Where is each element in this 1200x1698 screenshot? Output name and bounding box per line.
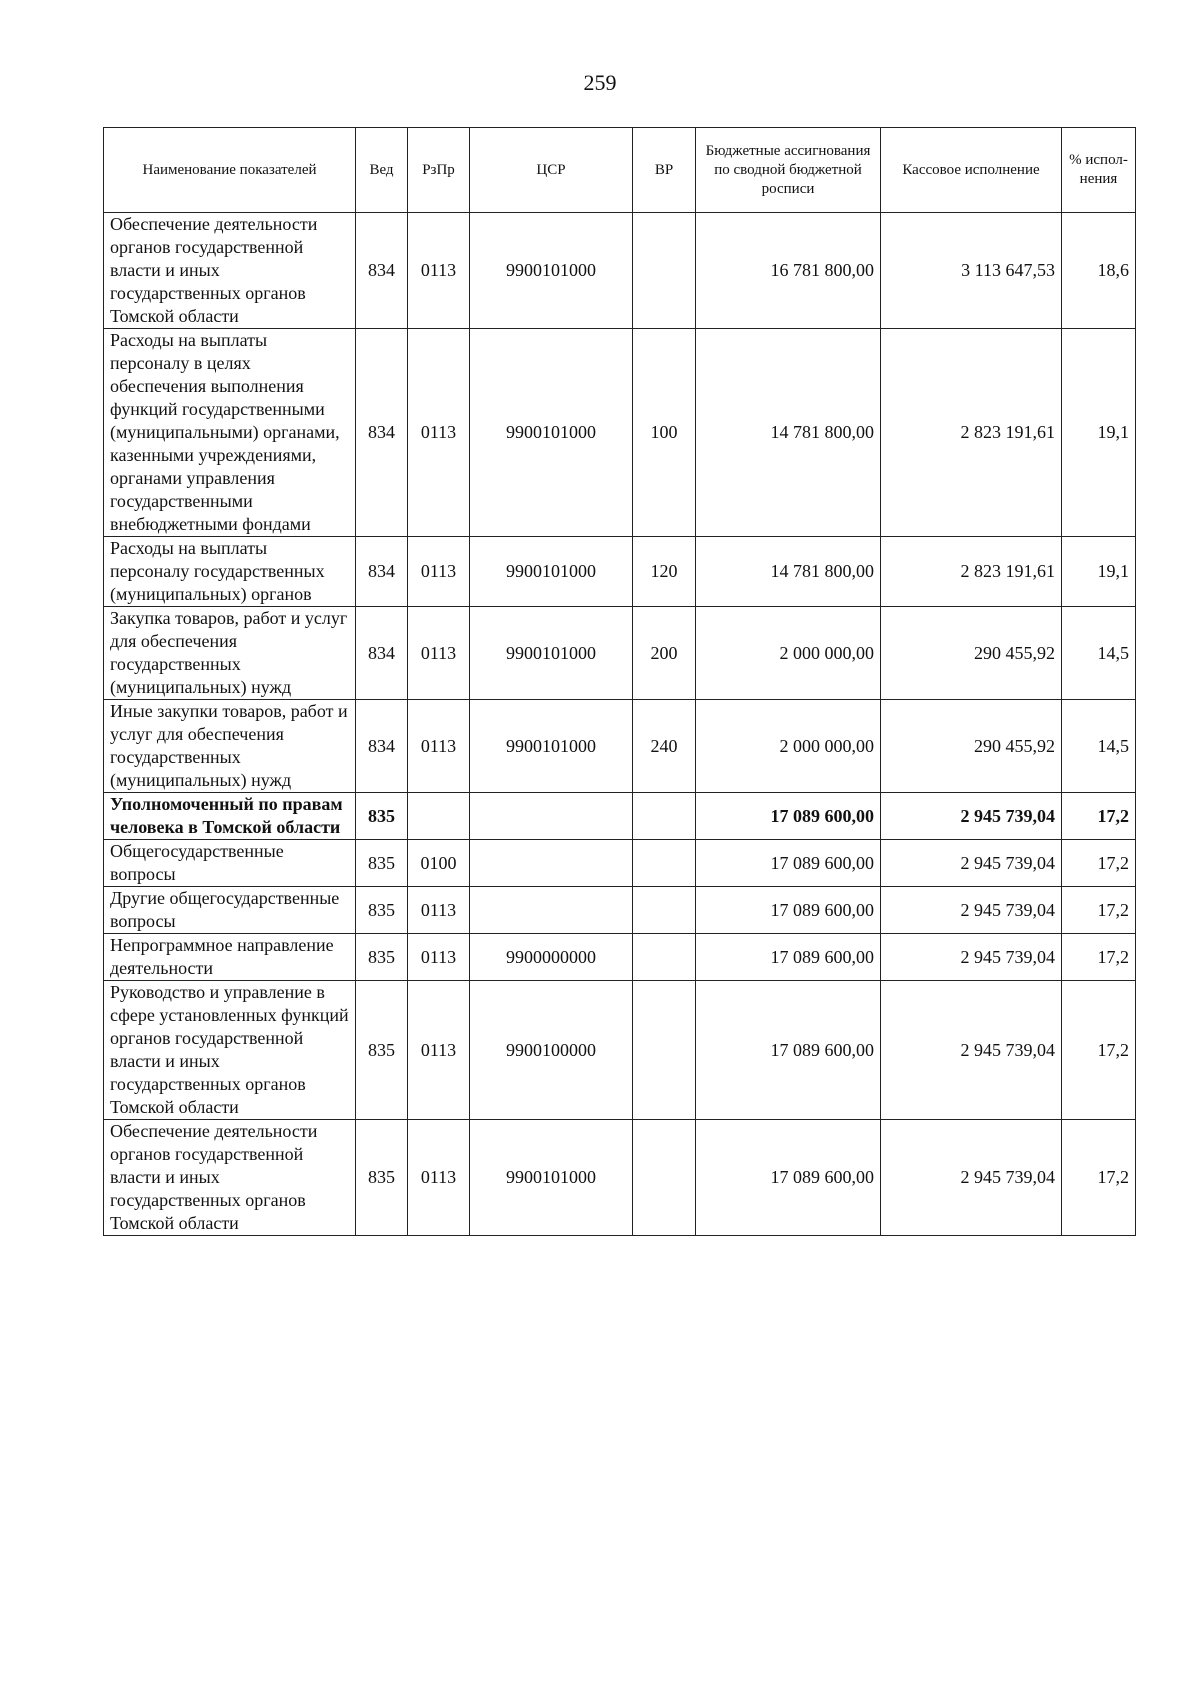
cell-csr: 9900000000	[470, 934, 633, 981]
cell-ved: 834	[356, 329, 408, 537]
cell-vr	[633, 1120, 696, 1236]
cell-vr: 200	[633, 607, 696, 700]
cell-name: Обеспечение деятельности органов государственной власти и иных государственных органов Томской области	[104, 1120, 356, 1236]
table-row	[104, 1120, 1136, 1236]
cell-percent: 18,6	[1062, 213, 1136, 329]
cell-cash: 2 945 739,04	[881, 887, 1062, 934]
cell-rzpr: 0113	[408, 1120, 470, 1236]
header-cash: Кассовое исполнение	[881, 128, 1062, 213]
table-header-row	[104, 128, 1136, 213]
cell-name: Непрограммное направление деятельности	[104, 934, 356, 981]
cell-budget: 14 781 800,00	[696, 537, 881, 607]
cell-cash: 2 945 739,04	[881, 840, 1062, 887]
table-row	[104, 537, 1136, 607]
cell-ved: 834	[356, 700, 408, 793]
cell-budget: 16 781 800,00	[696, 213, 881, 329]
cell-vr	[633, 887, 696, 934]
cell-rzpr: 0113	[408, 981, 470, 1120]
cell-rzpr: 0113	[408, 213, 470, 329]
cell-budget: 17 089 600,00	[696, 887, 881, 934]
cell-cash: 2 945 739,04	[881, 981, 1062, 1120]
table-row	[104, 934, 1136, 981]
table-body	[104, 213, 1136, 1236]
cell-ved: 834	[356, 213, 408, 329]
cell-name: Руководство и управление в сфере установленных функций органов государственной власти и иных государственных органов Томской области	[104, 981, 356, 1120]
cell-csr: 9900100000	[470, 981, 633, 1120]
cell-percent: 14,5	[1062, 607, 1136, 700]
cell-ved: 835	[356, 934, 408, 981]
cell-csr: 9900101000	[470, 213, 633, 329]
cell-ved: 835	[356, 1120, 408, 1236]
cell-percent: 17,2	[1062, 793, 1136, 840]
cell-budget: 17 089 600,00	[696, 1120, 881, 1236]
cell-csr: 9900101000	[470, 607, 633, 700]
table-row	[104, 840, 1136, 887]
cell-cash: 2 823 191,61	[881, 329, 1062, 537]
cell-budget: 17 089 600,00	[696, 934, 881, 981]
cell-cash: 2 823 191,61	[881, 537, 1062, 607]
table-row	[104, 213, 1136, 329]
cell-vr: 120	[633, 537, 696, 607]
table-row	[104, 329, 1136, 537]
table-row	[104, 793, 1136, 840]
cell-vr	[633, 934, 696, 981]
budget-execution-table	[103, 127, 1136, 1236]
cell-csr: 9900101000	[470, 1120, 633, 1236]
header-rzpr: РзПр	[408, 128, 470, 213]
cell-cash: 290 455,92	[881, 607, 1062, 700]
cell-vr	[633, 793, 696, 840]
cell-ved: 835	[356, 840, 408, 887]
cell-vr	[633, 213, 696, 329]
cell-rzpr: 0113	[408, 607, 470, 700]
cell-cash: 290 455,92	[881, 700, 1062, 793]
cell-percent: 19,1	[1062, 537, 1136, 607]
cell-budget: 14 781 800,00	[696, 329, 881, 537]
cell-percent: 17,2	[1062, 934, 1136, 981]
cell-name: Расходы на выплаты персоналу в целях обеспечения выполнения функций государственными (муниципальными) органами, казенными учреждениями, органами управления государственными внебюджетными фондами	[104, 329, 356, 537]
cell-ved: 834	[356, 607, 408, 700]
header-csr: ЦСР	[470, 128, 633, 213]
table-row	[104, 700, 1136, 793]
cell-rzpr: 0113	[408, 887, 470, 934]
cell-csr: 9900101000	[470, 329, 633, 537]
cell-name: Обеспечение деятельности органов государственной власти и иных государственных органов Томской области	[104, 213, 356, 329]
cell-ved: 835	[356, 887, 408, 934]
cell-ved: 835	[356, 793, 408, 840]
cell-name: Общегосударственные вопросы	[104, 840, 356, 887]
cell-cash: 2 945 739,04	[881, 934, 1062, 981]
cell-vr: 240	[633, 700, 696, 793]
cell-cash: 2 945 739,04	[881, 1120, 1062, 1236]
cell-rzpr: 0100	[408, 840, 470, 887]
cell-rzpr: 0113	[408, 537, 470, 607]
header-budget: Бюджетные ассигнования по сводной бюджетной росписи	[696, 128, 881, 213]
cell-ved: 835	[356, 981, 408, 1120]
table-row	[104, 887, 1136, 934]
cell-budget: 17 089 600,00	[696, 981, 881, 1120]
cell-ved: 834	[356, 537, 408, 607]
cell-name: Другие общегосударственные вопросы	[104, 887, 356, 934]
cell-percent: 17,2	[1062, 1120, 1136, 1236]
page-number: 259	[583, 70, 617, 95]
table-row	[104, 981, 1136, 1120]
header-name: Наименование показателей	[104, 128, 356, 213]
cell-cash: 2 945 739,04	[881, 793, 1062, 840]
cell-rzpr: 0113	[408, 700, 470, 793]
cell-budget: 2 000 000,00	[696, 700, 881, 793]
cell-vr	[633, 981, 696, 1120]
cell-percent: 17,2	[1062, 840, 1136, 887]
cell-vr	[633, 840, 696, 887]
header-vr: ВР	[633, 128, 696, 213]
table-row	[104, 607, 1136, 700]
cell-name: Уполномоченный по правам человека в Томской области	[104, 793, 356, 840]
cell-rzpr: 0113	[408, 329, 470, 537]
cell-csr: 9900101000	[470, 700, 633, 793]
cell-csr: 9900101000	[470, 537, 633, 607]
cell-rzpr	[408, 793, 470, 840]
cell-percent: 14,5	[1062, 700, 1136, 793]
cell-csr	[470, 793, 633, 840]
cell-percent: 19,1	[1062, 329, 1136, 537]
cell-cash: 3 113 647,53	[881, 213, 1062, 329]
cell-name: Иные закупки товаров, работ и услуг для обеспечения государственных (муниципальных) нужд	[104, 700, 356, 793]
cell-percent: 17,2	[1062, 981, 1136, 1120]
cell-vr: 100	[633, 329, 696, 537]
cell-name: Расходы на выплаты персоналу государственных (муниципальных) органов	[104, 537, 356, 607]
cell-budget: 2 000 000,00	[696, 607, 881, 700]
cell-budget: 17 089 600,00	[696, 840, 881, 887]
header-ved: Вед	[356, 128, 408, 213]
cell-csr	[470, 840, 633, 887]
cell-budget: 17 089 600,00	[696, 793, 881, 840]
cell-name: Закупка товаров, работ и услуг для обеспечения государственных (муниципальных) нужд	[104, 607, 356, 700]
header-percent: % испол-нения	[1062, 128, 1136, 213]
cell-rzpr: 0113	[408, 934, 470, 981]
cell-csr	[470, 887, 633, 934]
cell-percent: 17,2	[1062, 887, 1136, 934]
